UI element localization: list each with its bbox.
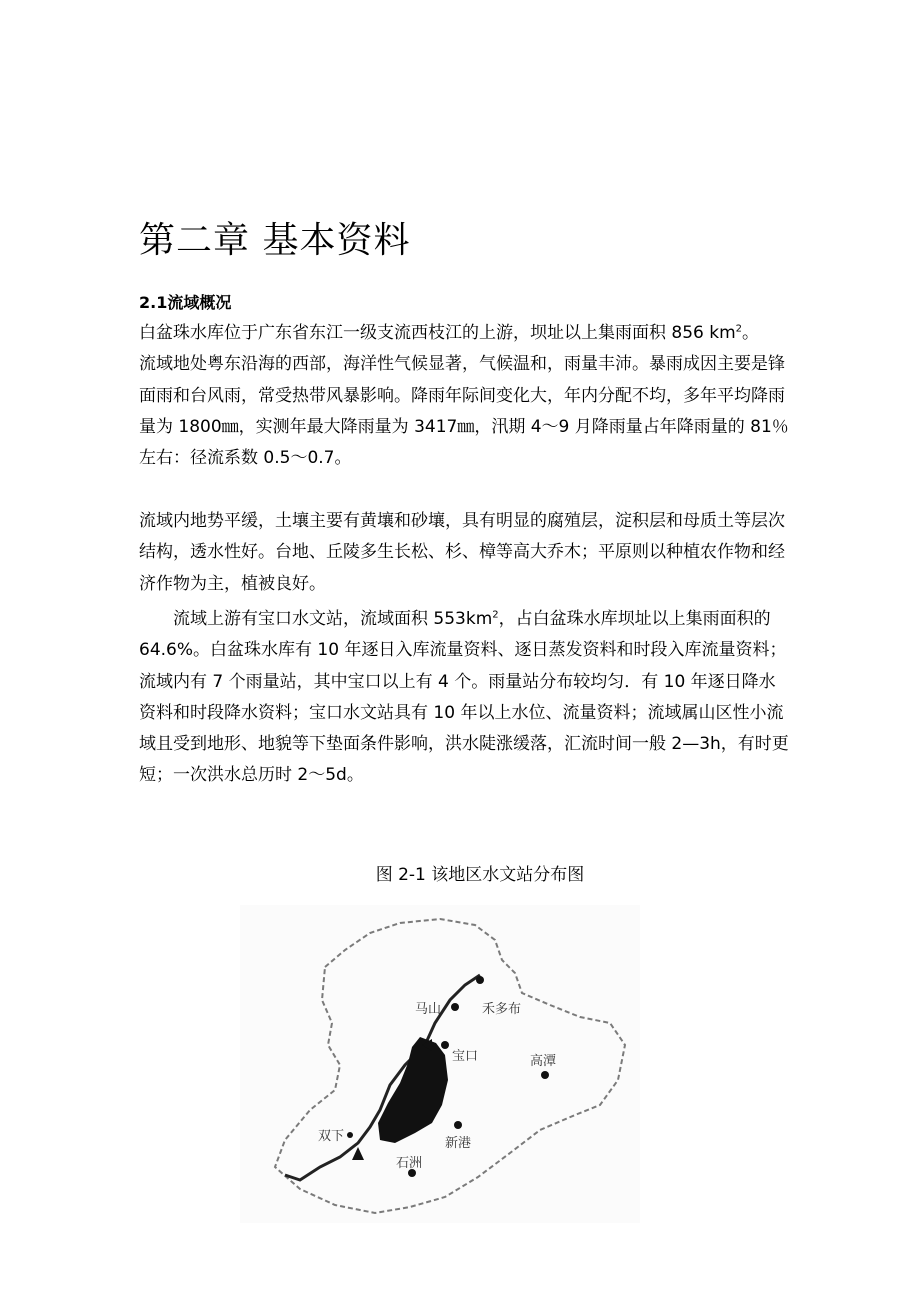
para1-rest: 流域地处粤东沿海的西部，海洋性气候显著，气候温和，雨量丰沛。暴雨成因主要是锋面雨和台风雨，常受热带风暴影响。降雨年际间变化大，年内分配不均，多年平均降雨量为 1800㎜，实测年最大降雨量为 3417㎜，汛期 4～9 月降雨量占年降雨量的 81％左右：径流系数 0.5～0.7。: [139, 354, 789, 469]
station-gaotan-dot: [541, 1071, 549, 1079]
figure-caption: 图 2-1 该地区水文站分布图: [375, 865, 585, 885]
label-heduobu: 禾多布: [482, 1002, 522, 1017]
para1-tail: 。: [742, 323, 760, 343]
label-xinfeng: 新港: [445, 1136, 472, 1151]
section-title: 2.1流域概况: [139, 293, 232, 312]
para1-line1: 白盆珠水库位于广东省东江一级支流西枝江的上游，坝址以上集雨面积 856 km: [139, 323, 736, 343]
para1-sup: 2: [735, 323, 743, 335]
station-mashan-dot: [451, 1003, 459, 1011]
station-baokou-dot: [441, 1041, 449, 1049]
para3-a: 流域上游有宝口水文站，流域面积 553km: [173, 609, 493, 629]
chapter-title: 第二章 基本资料: [139, 220, 411, 261]
label-gaotan: 高潭: [530, 1054, 557, 1069]
label-shizhou: 石洲: [396, 1156, 423, 1171]
station-map: [240, 905, 640, 1223]
station-xinfeng-dot: [454, 1121, 462, 1129]
label-baokou: 宝口: [452, 1049, 479, 1064]
paragraph-terrain: 流域内地势平缓，土壤主要有黄壤和砂壤，具有明显的腐殖层，淀积层和母质土等层次结构，透水性好。台地、丘陵多生长松、杉、樟等高大乔木；平原则以种植农作物和经济作物为主，植被良好。: [139, 511, 785, 594]
paragraph-overview: [139, 318, 789, 474]
paragraph-stations: [139, 604, 789, 792]
station-heduobu-dot: [476, 976, 484, 984]
label-mashan: 马山: [415, 1002, 442, 1017]
label-shuangxia: 双下: [318, 1129, 345, 1144]
para3-sup: 2: [492, 609, 499, 621]
station-shuangxia-dot: [347, 1132, 353, 1138]
para3-b: ，占白盆珠水库坝址以上集雨面积的 64.6%。白盆珠水库有 10 年逐日入库流量资料、逐日蒸发资料和时段入库流量资料；流域内有 7 个雨量站，其中宝口以上有 4 个。雨量站分布较均匀．有 10 年逐日降水资料和时段降水资料；宝口水文站具有 10 年以上水位、流量资料；流域属山区性小流域且受到地形、地貌等下垫面条件影响，洪水陡涨缓落，汇流时间一般 2—3h，有时更短；一次洪水总历时 2～5d。: [139, 609, 789, 786]
